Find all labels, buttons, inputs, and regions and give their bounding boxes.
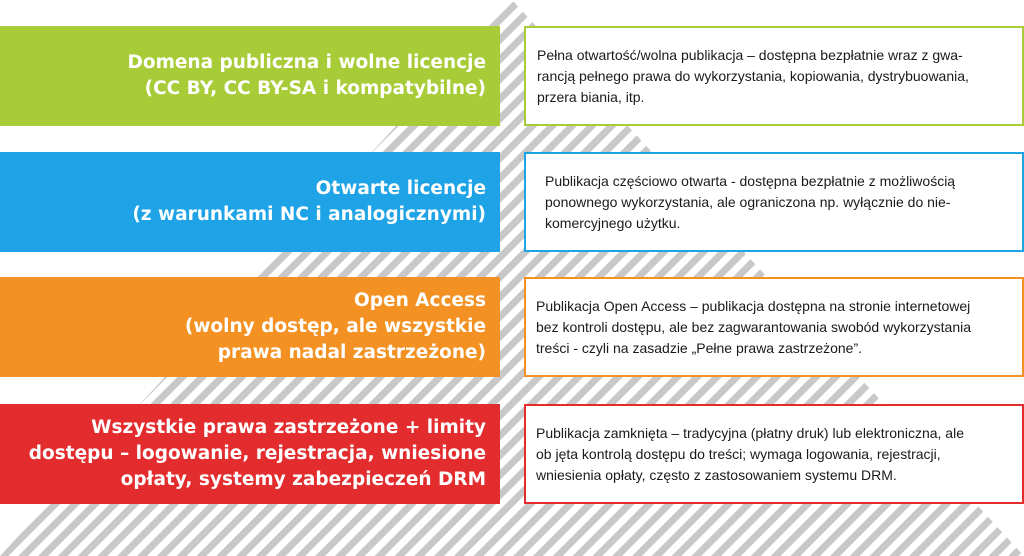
level-label-line: Domena publiczna i wolne licencje	[127, 52, 486, 73]
description-line: ob jęta kontrolą dostępu do treści; wymaga logowania, rejestracji,	[536, 445, 941, 462]
level-description-public-domain	[524, 26, 1024, 126]
level-label-line: (wolny dostęp, ale wszystkie	[184, 316, 486, 337]
description-line: treści - czyli na zasadzie „Pełne prawa zastrzeżone”.	[536, 339, 863, 356]
description-line: Publikacja zamknięta – tradycyjna (płatny druk) lub elektroniczna, ale	[536, 424, 964, 441]
description-line: ponownego wykorzystania, ale ograniczona np. wyłącznie do nie-	[545, 193, 951, 210]
level-label-all-rights-reserved	[0, 404, 500, 504]
level-label-line: (z warunkami NC i analogicznymi)	[132, 204, 486, 225]
description-line: Pełna otwartość/wolna publikacja – dostępna bezpłatnie wraz z gwa-	[537, 46, 963, 63]
level-label-line: opłaty, systemy zabezpieczeń DRM	[120, 469, 486, 490]
level-label-line: prawa nadal zastrzeżone)	[217, 342, 486, 363]
level-label-line: Otwarte licencje	[315, 178, 486, 199]
level-label-public-domain	[0, 26, 500, 126]
level-label-line: (CC BY, CC BY-SA i kompatybilne)	[144, 78, 486, 99]
level-description-open-access	[524, 277, 1024, 377]
description-line: przera biania, itp.	[537, 88, 645, 105]
description-line: rancją pełnego prawa do wykorzystania, kopiowania, dystrybuowania,	[537, 67, 969, 84]
level-description-all-rights-reserved	[524, 404, 1024, 504]
level-label-line: Open Access	[354, 290, 486, 311]
description-line: komercyjnego użytku.	[545, 214, 681, 231]
level-label-line: dostępu – logowanie, rejestracja, wniesione	[28, 443, 486, 464]
description-line: bez kontroli dostępu, ale bez zagwarantowania swobód wykorzystania	[536, 318, 972, 335]
description-line: wniesienia opłaty, często z zastosowaniem systemu DRM.	[536, 466, 897, 483]
level-description-open-licenses	[524, 152, 1024, 252]
level-label-open-licenses	[0, 152, 500, 252]
level-label-line: Wszystkie prawa zastrzeżone + limity	[91, 417, 486, 438]
description-line: Publikacja częściowo otwarta - dostępna bezpłatnie z możliwością	[545, 172, 956, 189]
level-label-open-access	[0, 277, 500, 377]
description-line: Publikacja Open Access – publikacja dostępna na stronie internetowej	[536, 297, 971, 314]
